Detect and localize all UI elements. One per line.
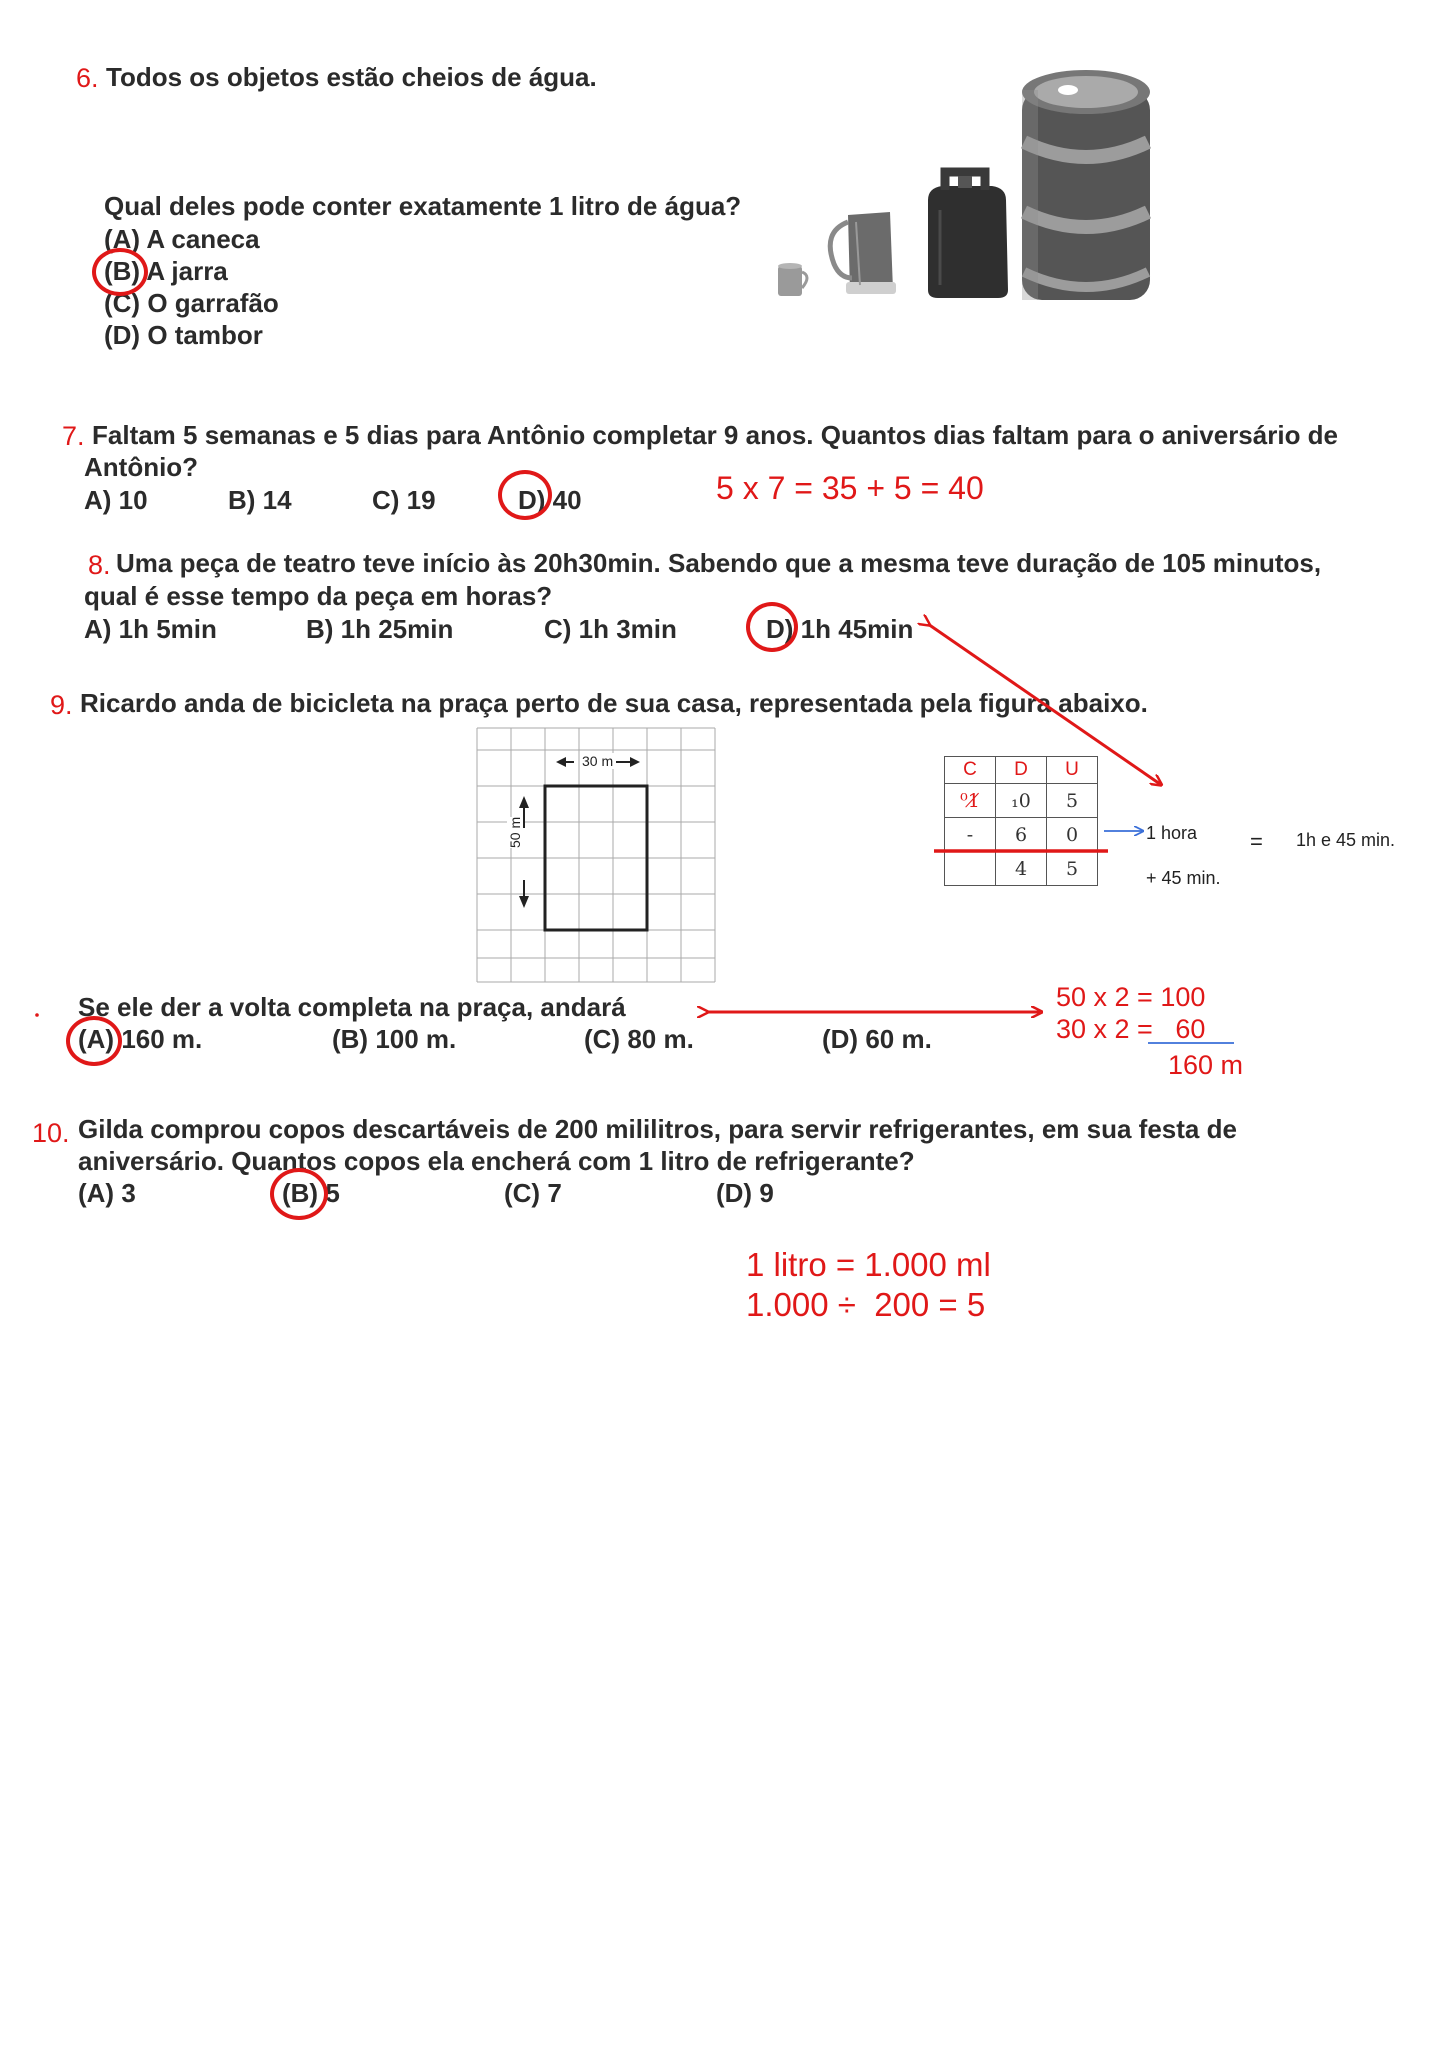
q8-line1: Uma peça de teatro teve início às 20h30min. Sabendo que a mesma teve duração de 105 minutos,	[116, 548, 1322, 578]
q9-option-c: (C) 80 m.	[584, 1024, 694, 1054]
q7-option-d: D) 40	[518, 485, 582, 515]
q7-option-b: B) 14	[228, 485, 292, 515]
calc-result: 1h e 45 min.	[1296, 830, 1396, 850]
q7-work: 5 x 7 = 35 + 5 = 40	[716, 470, 984, 506]
q10-work-line1: 1 litro = 1.000 ml	[746, 1246, 991, 1283]
calc-header-d: D	[996, 757, 1047, 784]
calc-cell: 5	[1047, 784, 1098, 818]
q9-work-line1: 50 x 2 = 100	[1056, 982, 1206, 1012]
calc-cell: ₁0	[996, 784, 1047, 818]
calc-cell: 4	[996, 852, 1047, 886]
q6-number: 6.	[76, 63, 99, 93]
q10-option-b: (B) 5	[282, 1178, 340, 1208]
q8-number: 8.	[88, 550, 111, 580]
q10-work-line2: 1.000 ÷ 200 = 5	[746, 1286, 986, 1323]
q7-line1: Faltam 5 semanas e 5 dias para Antônio completar 9 anos. Quantos dias faltam para o aniversário de	[92, 420, 1339, 450]
q10-line1: Gilda comprou copos descartáveis de 200 mililitros, para servir refrigerantes, em sua festa de	[78, 1114, 1237, 1144]
q6-question: Qual deles pode conter exatamente 1 litro de água?	[104, 191, 742, 221]
q7-number: 7.	[62, 421, 85, 451]
q6-option-d: (D) O tambor	[104, 320, 263, 350]
q8-option-a: A) 1h 5min	[84, 614, 217, 644]
calc-note-hour: 1 hora	[1146, 823, 1198, 843]
figure-height-label: 50 m	[507, 816, 523, 848]
q8-link-arrow	[928, 624, 1160, 784]
q10-line2: aniversário. Quantos copos ela encherá com 1 litro de refrigerante?	[78, 1146, 915, 1176]
q9-work-line2: 30 x 2 = 60	[1056, 1014, 1206, 1044]
q7-option-a: A) 10	[84, 485, 148, 515]
calc-header-u: U	[1047, 757, 1098, 784]
q9-option-b: (B) 100 m.	[332, 1024, 457, 1054]
calc-cell: 0	[1047, 818, 1098, 852]
calc-equals: =	[1250, 829, 1263, 854]
q6-option-b: (B) A jarra	[104, 256, 228, 286]
stray-dot	[35, 1013, 39, 1017]
q9-number: 9.	[50, 690, 73, 720]
q6-option-c: (C) O garrafão	[104, 288, 279, 318]
q10-option-c: (C) 7	[504, 1178, 562, 1208]
figure-width-label: 30 m	[582, 753, 614, 769]
q8-option-b: B) 1h 25min	[306, 614, 454, 644]
calc-note-minutes: + 45 min.	[1146, 868, 1221, 888]
q10-option-d: (D) 9	[716, 1178, 774, 1208]
calc-cell: ⁰1̸	[945, 784, 996, 818]
q8-line2: qual é esse tempo da peça em horas?	[84, 581, 553, 611]
q8-option-c: C) 1h 3min	[544, 614, 677, 644]
q9-title: Ricardo anda de bicicleta na praça perto de sua casa, representada pela figura abaixo.	[80, 688, 1148, 718]
q7-line2: Antônio?	[84, 452, 199, 482]
q7-option-c: C) 19	[372, 485, 436, 515]
q10-number: 10.	[32, 1118, 70, 1148]
q6-title: Todos os objetos estão cheios de água.	[106, 62, 597, 92]
q10-option-a: (A) 3	[78, 1178, 136, 1208]
calc-header-c: C	[945, 757, 996, 784]
q9-work-total: 160 m	[1168, 1050, 1244, 1080]
q8-option-d: D) 1h 45min	[766, 614, 914, 644]
q9-option-a: (A) 160 m.	[78, 1024, 203, 1054]
calc-cell: -	[945, 818, 996, 852]
calc-cell: 6	[996, 818, 1047, 852]
q9-option-d: (D) 60 m.	[822, 1024, 932, 1054]
calc-cell: 5	[1047, 852, 1098, 886]
q9-question: Se ele der a volta completa na praça, andará	[78, 992, 626, 1022]
q6-option-a: (A) A caneca	[104, 224, 260, 254]
